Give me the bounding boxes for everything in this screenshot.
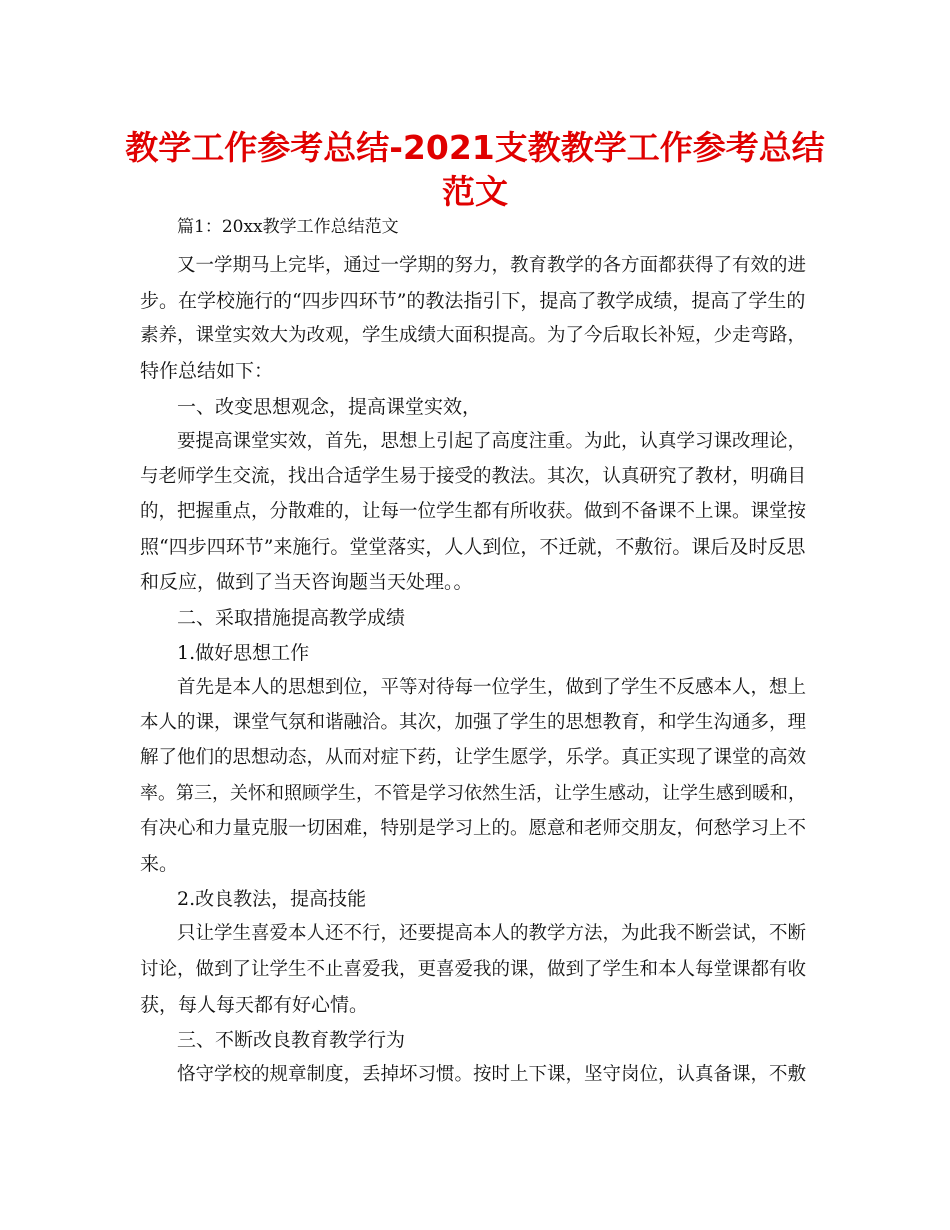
paragraph-line: 有决心和力量克服一切困难，特别是学习上的。愿意和老师交朋友，何愁学习上不	[140, 818, 807, 839]
paragraph-line: 来。	[140, 853, 179, 875]
paragraph-line: 首先是本人的思想到位，平等对待每一位学生，做到了学生不反感本人，想上	[177, 677, 807, 698]
section-heading: 一、改变思想观念，提高课堂实效，	[177, 396, 482, 418]
document-title-continued: 范文	[442, 172, 508, 211]
paragraph-line: 解了他们的思想动态，从而对症下药，让学生愿学，乐学。真正实现了课堂的高效	[140, 747, 807, 768]
paragraph-line: 与老师学生交流，找出合适学生易于接受的教法。其次，认真研究了教材，明确目	[140, 466, 807, 487]
paragraph-line: 素养，课堂实效大为改观，学生成绩大面积提高。为了今后取长补短，少走弯路，	[140, 325, 807, 346]
paragraph-line: 特作总结如下：	[140, 360, 274, 382]
paragraph-line: 讨论，做到了让学生不止喜爱我，更喜爱我的课，做到了学生和本人每堂课都有收	[140, 959, 807, 980]
subsection-heading: 1.做好思想工作	[177, 642, 310, 664]
section-heading: 二、采取措施提高教学成绩	[177, 607, 406, 629]
paragraph-line: 步。在学校施行的“四步四环节”的教法指引下，提高了教学成绩，提高了学生的	[140, 290, 806, 312]
paragraph-line: 只让学生喜爱本人还不行，还要提高本人的教学方法，为此我不断尝试，不断	[177, 923, 807, 944]
paragraph-line: 获，每人每天都有好心情。	[140, 994, 369, 1016]
section-heading: 三、不断改良教育教学行为	[177, 1029, 406, 1051]
paragraph-line: 的，把握重点，分散难的，让每一位学生都有所收获。做到不备课不上课。课堂按	[140, 501, 807, 522]
subsection-heading: 2.改良教法，提高技能	[177, 888, 367, 910]
paragraph-line: 本人的课，课堂气氛和谐融洽。其次，加强了学生的思想教育，和学生沟通多，理	[140, 712, 807, 733]
paragraph-line: 又一学期马上完毕，通过一学期的努力，教育教学的各方面都获得了有效的进	[177, 255, 807, 276]
document-title: 教学工作参考总结-2021支教教学工作参考总结	[125, 128, 825, 167]
paragraph-line: 恪守学校的规章制度，丢掉坏习惯。按时上下课，坚守岗位，认真备课，不敷	[177, 1064, 807, 1085]
paragraph-line: 要提高课堂实效，首先，思想上引起了高度注重。为此，认真学习课改理论，	[177, 431, 807, 452]
paragraph-line: 照“四步四环节”来施行。堂堂落实，人人到位，不迁就，不敷衍。课后及时反思	[140, 536, 806, 558]
paragraph-line: 和反应，做到了当天咨询题当天处理。。	[140, 571, 473, 593]
section-heading: 篇1：20xx教学工作总结范文	[177, 217, 399, 237]
paragraph-line: 率。第三，关怀和照顾学生，不管是学习依然生活，让学生感动，让学生感到暖和，	[140, 783, 806, 804]
